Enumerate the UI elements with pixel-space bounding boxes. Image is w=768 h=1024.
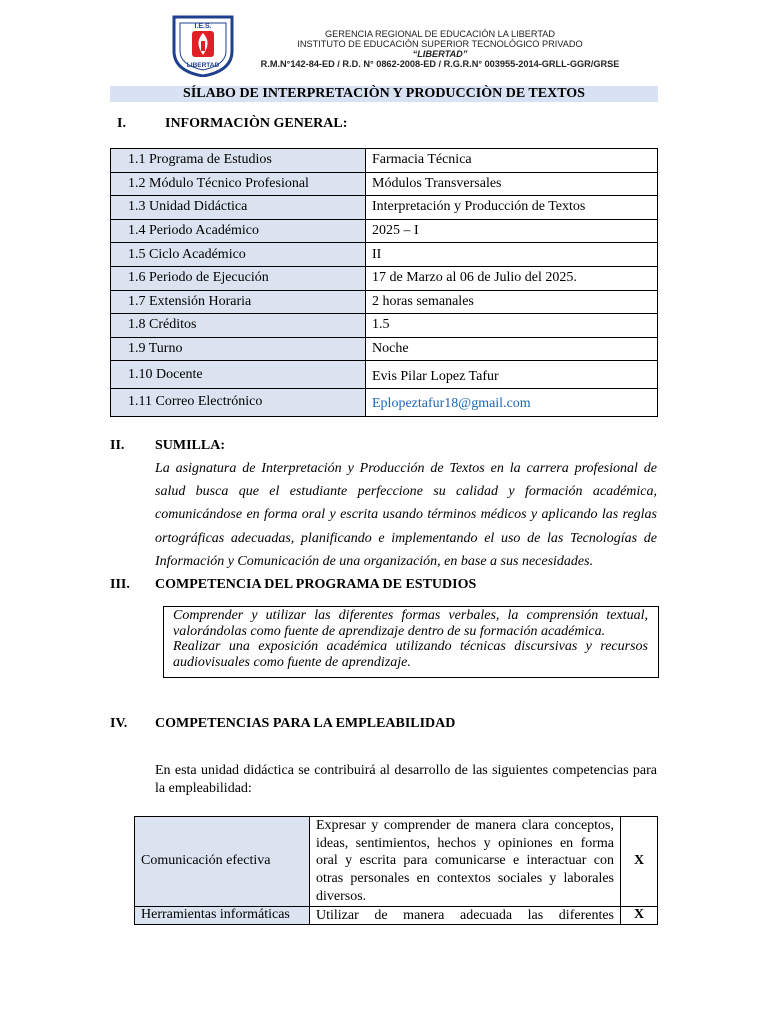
table-row [111,266,658,290]
info-value: II [366,243,658,267]
info-key: 1.7 Extensión Horaria [111,290,366,314]
table-row [135,817,658,907]
employability-intro: En esta unidad didáctica se contribuirá al desarrollo de las siguientes competencias para la empleabilidad: [155,763,657,796]
info-key: 1.2 Módulo Técnico Profesional [111,172,366,196]
table-row [111,290,658,314]
info-value: 2 horas semanales [366,290,658,314]
table-row [135,906,658,925]
header-line-3: “LIBERTAD” [412,49,468,59]
info-key: 1.5 Ciclo Académico [111,243,366,267]
logo-bottom-text: LIBERTAD [186,62,220,69]
info-value: Evis Pilar Lopez Tafur [366,361,658,389]
sumilla-text: La asignatura de Interpretación y Producción de Textos en la carrera profesional de salud busca que el estudiante perfeccione su calidad y formación académica, comunicándose en forma oral y escrita usando términos médicos y aplicando las reglas ortográficas adecuadas, planificando e implementando el uso de las Tecnologías de Información y Comunicación de una organización, en base a sus necesidades. [155,461,657,569]
info-key: 1.1 Programa de Estudios [111,149,366,173]
header-line-2: INSTITUTO DE EDUCACIÓN SUPERIOR TECNOLÓGICO PRIVADO [297,39,583,49]
competence-description: Utilizar de manera adecuada las diferentes [310,906,621,925]
header-line-4: R.M.N°142-84-ED / R.D. N° 0862-2008-ED / R.G.R.N° 003955-2014-GRLL-GGR/GRSE [260,59,620,69]
info-value: Interpretación y Producción de Textos [366,196,658,220]
competence-mark: X [621,906,658,925]
competence-name: Comunicación efectiva [135,817,310,907]
info-value: 1.5 [366,314,658,338]
info-key: 1.11 Correo Electrónico [111,388,366,416]
competence-name: Herramientas informáticas [135,906,310,925]
info-key: 1.10 Docente [111,361,366,389]
info-value: Farmacia Técnica [366,149,658,173]
info-key: 1.8 Créditos [111,314,366,338]
table-row [111,388,658,416]
section-4-title: COMPETENCIAS PARA LA EMPLEABILIDAD [155,716,456,731]
general-info-table [110,148,658,417]
table-row [111,219,658,243]
info-key: 1.4 Periodo Académico [111,219,366,243]
employability-table [134,816,658,925]
section-1-number: I. [117,116,126,131]
table-row [111,149,658,173]
info-key: 1.9 Turno [111,337,366,361]
section-4-number: IV. [110,716,128,731]
table-row [111,196,658,220]
info-value: Módulos Transversales [366,172,658,196]
logo-top-text: I.E.S. [194,23,212,30]
section-2-title: SUMILLA: [155,438,226,453]
section-3-title: COMPETENCIA DEL PROGRAMA DE ESTUDIOS [155,577,477,592]
competence-description: Expresar y comprender de manera clara conceptos, ideas, sentimientos, hechos y opiniones en forma oral y escrita para comunicarse e interactuar con otras personales en contextos sociales y laborales diversos. [310,817,621,907]
info-value: 2025 – I [366,219,658,243]
info-key: 1.6 Periodo de Ejecución [111,266,366,290]
competence-paragraph-1: Comprender y utilizar las diferentes formas verbales, la comprensión textual, valorándolas como fuente de aprendizaje dentro de su formación académica. [173,608,648,639]
document-title: SÍLABO DE INTERPRETACIÒN Y PRODUCCIÒN DE TEXTOS [110,86,658,102]
section-1-title: INFORMACIÒN GENERAL: [165,116,348,131]
section-2-number: II. [110,438,125,453]
competence-box [163,606,659,678]
competence-paragraph-2: Realizar una exposición académica utilizando técnicas discursivas y recursos audiovisuales como fuente de aprendizaje. [173,639,648,670]
info-value: Noche [366,337,658,361]
table-row [111,361,658,389]
table-row [111,314,658,338]
table-row [111,172,658,196]
competence-mark: X [621,817,658,907]
table-row [111,243,658,267]
info-value: 17 de Marzo al 06 de Julio del 2025. [366,266,658,290]
email-link[interactable]: Eplopeztafur18@gmail.com [366,388,658,416]
info-key: 1.3 Unidad Didáctica [111,196,366,220]
institute-logo [170,15,236,77]
table-row [111,337,658,361]
section-3-number: III. [110,577,130,592]
header-line-1: GERENCIA REGIONAL DE EDUCACIÓN LA LIBERTAD [324,29,556,39]
